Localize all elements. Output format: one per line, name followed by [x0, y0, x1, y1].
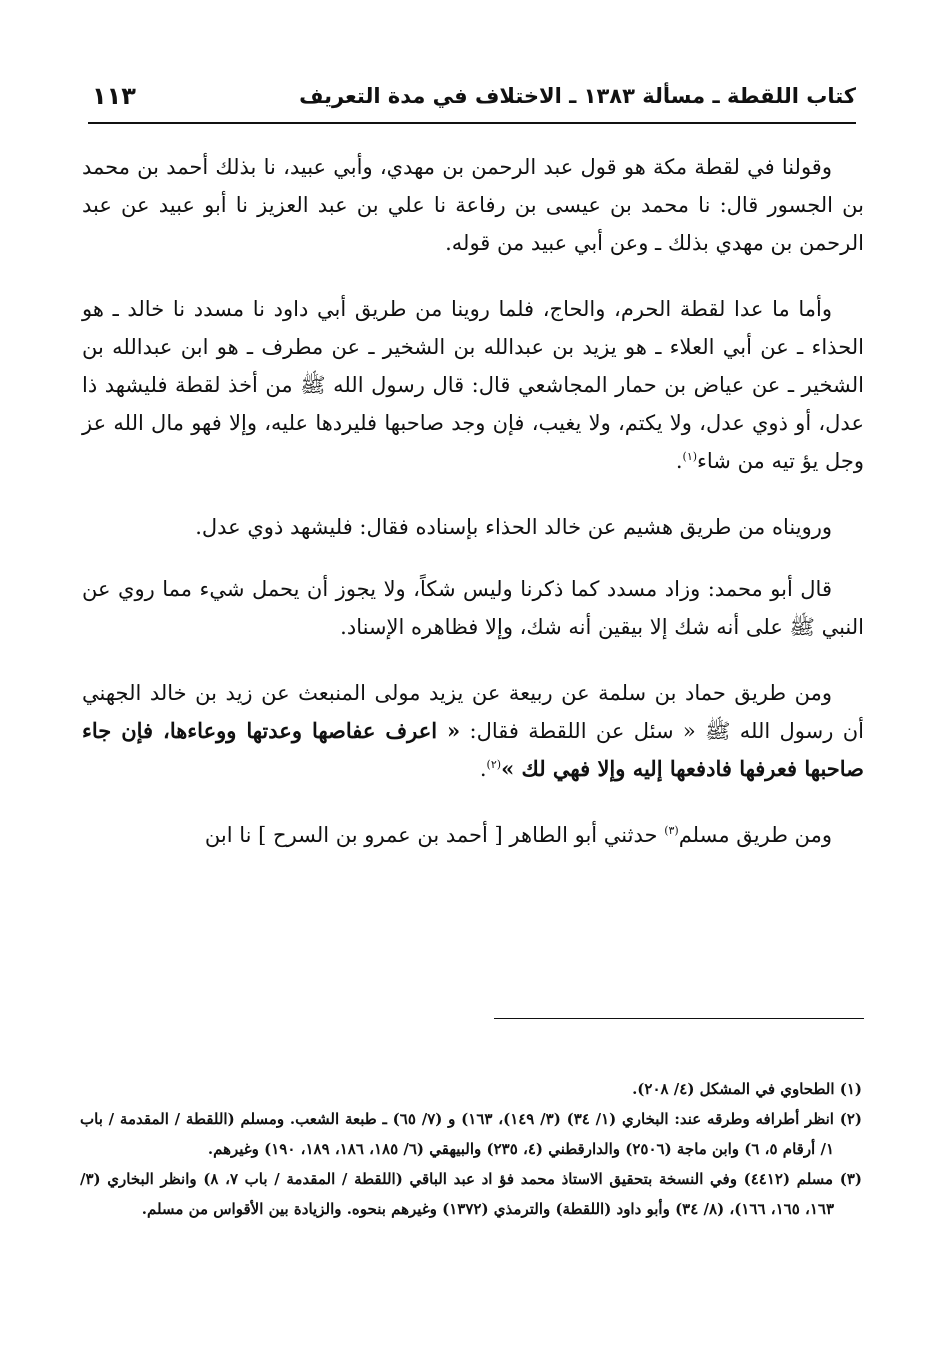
paragraph-5	[82, 674, 864, 788]
paragraph-2-text: وأما ما عدا لقطة الحرم، والحاج، فلما روينا من طريق أبي داود نا مسدد نا خالد ـ هو الحذاء ـ عن أبي العلاء ـ هو يزيد بن عبدالله بن الشخير ـ عن مطرف ـ هو ابن عبدالله بن الشخير ـ عن عياض بن حمار المجاشعي قال: قال رسول الله ﷺ من أخذ لقطة فليشهد ذا عدل، أو ذوي عدل، ولا يكتم، ولا يغيب، فإن وجد صاحبها فليردها عليه، وإلا فهو مال الله عز وجل يؤ تيه من شاء	[82, 297, 864, 473]
main-text	[82, 148, 864, 882]
footnote-ref-2[interactable]: (٢)	[486, 758, 502, 771]
paragraph-1: وقولنا في لقطة مكة هو قول عبد الرحمن بن مهدي، وأبي عبيد، نا بذلك أحمد بن محمد بن الجسور قال: نا محمد بن عيسى بن رفاعة نا علي بن عبد العزيز نا أبو عبيد عن عبد الرحمن بن مهدي بذلك ـ وعن أبي عبيد من قوله.	[82, 155, 864, 255]
paragraph-2-end: .	[675, 449, 683, 473]
footnote-1: (١) الطحاوي في المشكل (٤/ ٢٠٨).	[632, 1080, 862, 1098]
footnote-3: (٣) مسلم (٤٤١٢) وفي النسخة بتحقيق الاستاذ محمد فؤ اد عبد الباقي (اللقطة / المقدمة / باب ٧، ٨) وانظر البخاري (٣/ ١٦٣، ١٦٥، ١٦٦)، (٨/ ٣٤) وأبو داود (اللقطة) والترمذي (١٣٧٢) وغيرهم بنحوه. والزيادة بين الأقواس من مسلم.	[80, 1170, 862, 1218]
hadith-quote: « اعرف عفاصها وعدتها ووعاءها، فإن جاء صاحبها فعرفها فادفعها إليه وإلا فهي لك »	[82, 718, 864, 781]
page-header	[88, 78, 856, 124]
paragraph-3: ورويناه من طريق هشيم عن خالد الحذاء بإسناده فقال: فليشهد ذوي عدل.	[195, 515, 832, 539]
paragraph-6-text: ومن طريق مسلم	[678, 823, 832, 847]
paragraph-5-end: .	[479, 757, 487, 781]
paragraph-6	[82, 816, 864, 854]
footnote-2: (٢) انظر أطرافه وطرقه عند: البخاري (١/ ٣٤) (٣/ ١٤٩)، ١٦٣) و (٧/ ٦٥) ـ طبعة الشعب. ومسلم (اللقطة / المقدمة / باب ١/ أرقام ٥، ٦) وابن ماجة (٢٥٠٦) والدارقطني (٤، ٢٣٥) والبيهقي (٦/ ١٨٥، ١٨٦، ١٨٩، ١٩٠) وغيرهم.	[80, 1110, 863, 1158]
footnote-separator	[494, 1018, 864, 1019]
paragraph-5-text: ومن طريق حماد بن سلمة عن ربيعة عن يزيد مولى المنبعث عن زيد بن خالد الجهني أن رسول الله ﷺ « سئل عن اللقطة فقال:	[82, 681, 864, 743]
page-number: ١١٣	[92, 82, 136, 110]
paragraph-2	[82, 290, 864, 480]
footnote-ref-1[interactable]: (١)	[682, 450, 698, 463]
paragraph-4: قال أبو محمد: وزاد مسدد كما ذكرنا وليس شكاً، ولا يجوز أن يحمل شيء مما روي عن النبي ﷺ على أنه شك إلا بيقين أنه شك، وإلا فظاهره الإسناد.	[82, 577, 864, 639]
running-title: كتاب اللقطة ـ مسألة ١٣٨٣ ـ الاختلاف في مدة التعريف	[299, 84, 856, 108]
header-rule	[88, 122, 856, 124]
footnote-ref-3[interactable]: (٣)	[664, 824, 679, 837]
paragraph-6-end: حدثني أبو الطاهر [ أحمد بن عمرو بن السرح ] نا ابن	[204, 823, 665, 847]
footnotes	[80, 1074, 862, 1224]
